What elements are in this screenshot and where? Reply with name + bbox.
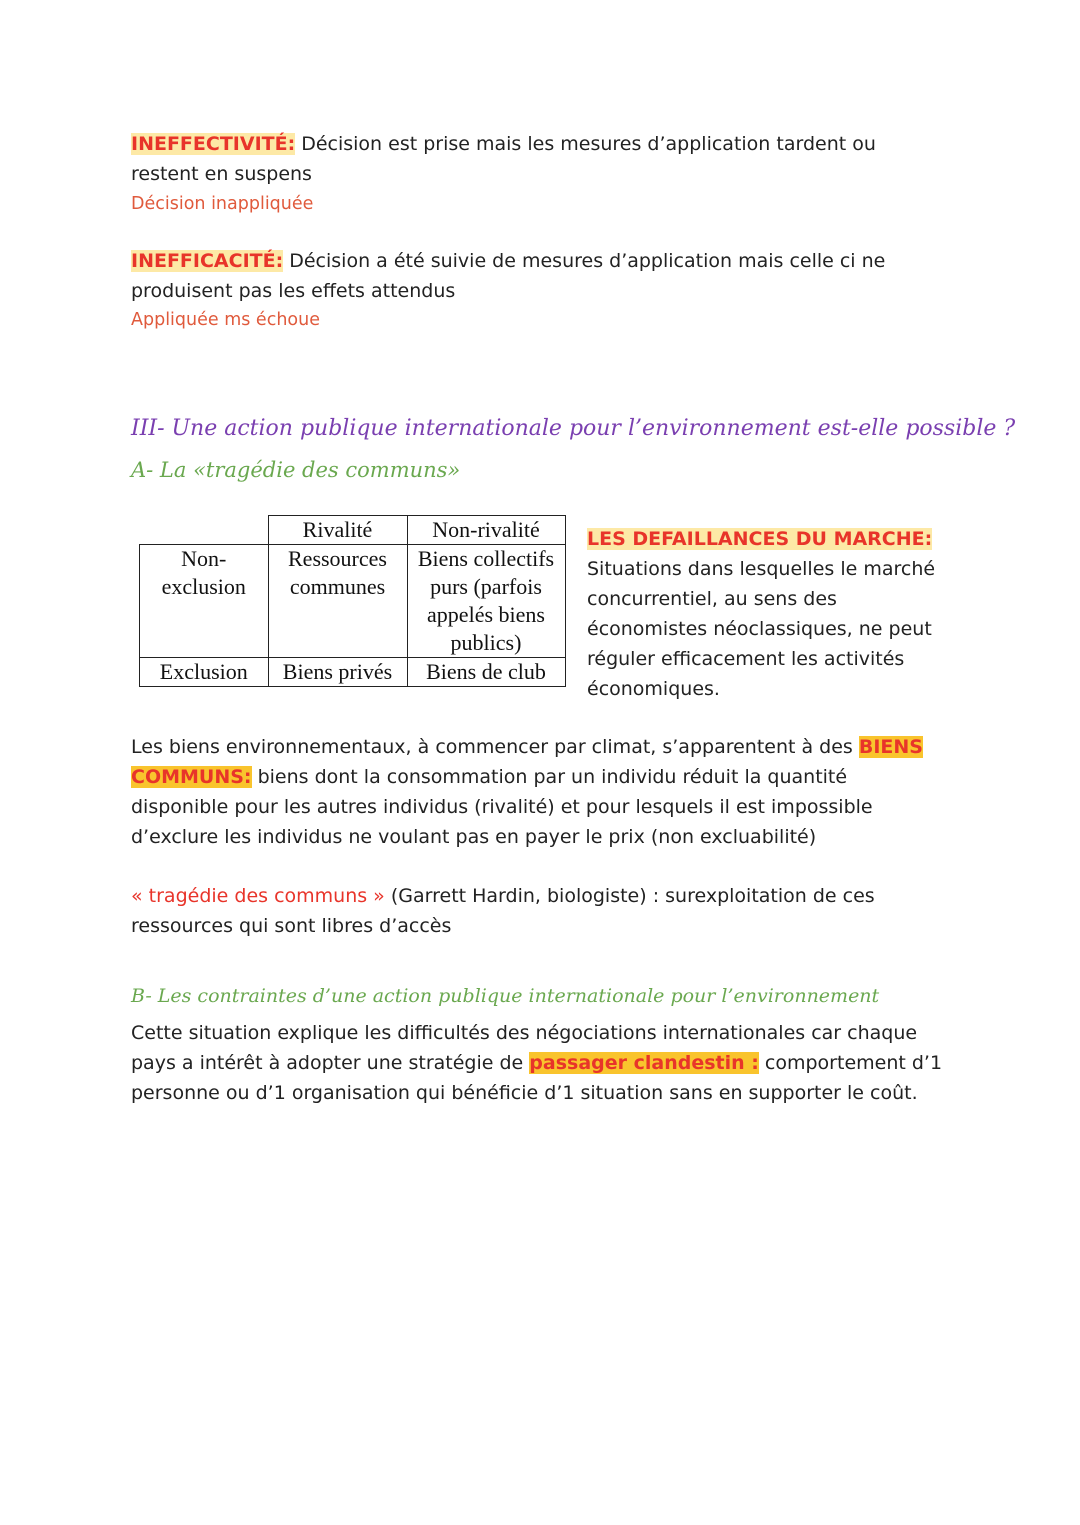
table-row [140,545,566,658]
note-inefficacite: Appliquée ms échoue [131,310,320,330]
def-ineffectivite [131,129,931,189]
biens-communs-paragraph [131,732,946,852]
section-3a-title: A- La «tragédie des communs» [131,458,461,482]
tragedie-paragraph [131,881,931,941]
row-label-non-exclusion: Non-exclusion [140,545,269,658]
def-inefficacite [131,246,931,306]
defaillances-block [587,524,957,704]
row-label-exclusion: Exclusion [140,658,269,687]
biens-text: biens dont la consommation par un individu réduit la quantité disponible pour les autres individus (rivalité) et pour lesquels il est impossible d’exclure les individus ne voulant pas en payer le prix (non excluabilité) [131,766,873,848]
table-corner [140,516,269,545]
term-defaillances: LES DEFAILLANCES DU MARCHE: [587,528,933,550]
contraintes-text: comportement d’1 personne ou d’1 organisation qui bénéficie d’1 situation sans en supporter le coût. [131,1052,943,1104]
def-inefficacite-text: Décision a été suivie de mesures d’application mais celle ci ne produisent pas les effets attendus [131,250,886,302]
cell-biens-de-club: Biens de club [407,658,565,687]
note-ineffectivite: Décision inappliquée [131,194,314,214]
table-row [140,658,566,687]
term-ineffectivite: INEFFECTIVITÉ: [131,133,296,155]
contraintes-paragraph [131,1018,946,1108]
table-header-row [140,516,566,545]
term-inefficacite: INEFFICACITÉ: [131,250,284,272]
cell-biens-collectifs: Biens collectifs purs (parfois appelés biens publics) [407,545,565,658]
goods-matrix-table [139,515,566,687]
term-biens-communs: BIENS COMMUNS: [131,736,923,788]
term-passager-clandestin: passager clandestin : [529,1052,759,1074]
col-header-rivalite: Rivalité [268,516,407,545]
cell-ressources-communes: Ressources communes [268,545,407,658]
def-ineffectivite-text: Décision est prise mais les mesures d’application tardent ou restent en suspens [131,133,876,185]
cell-biens-prives: Biens privés [268,658,407,687]
col-header-non-rivalite: Non-rivalité [407,516,565,545]
defaillances-text: Situations dans lesquelles le marché concurrentiel, au sens des économistes néoclassiques, ne peut réguler efficacement les activités économiques. [587,558,936,700]
section-3-title: III- Une action publique internationale pour l’environnement est-elle possible ? [131,416,1016,441]
term-tragedie: « tragédie des communs » [131,885,385,907]
contraintes-intro: Cette situation explique les difficultés des négociations internationales car chaque pays a intérêt à adopter une stratégie de [131,1022,918,1074]
tragedie-text: (Garrett Hardin, biologiste) : surexploitation de ces ressources qui sont libres d’accès [131,885,875,937]
section-3b-title: B- Les contraintes d’une action publique internationale pour l’environnement [131,985,880,1007]
biens-intro: Les biens environnementaux, à commencer par climat, s’apparentent à des [131,736,859,758]
